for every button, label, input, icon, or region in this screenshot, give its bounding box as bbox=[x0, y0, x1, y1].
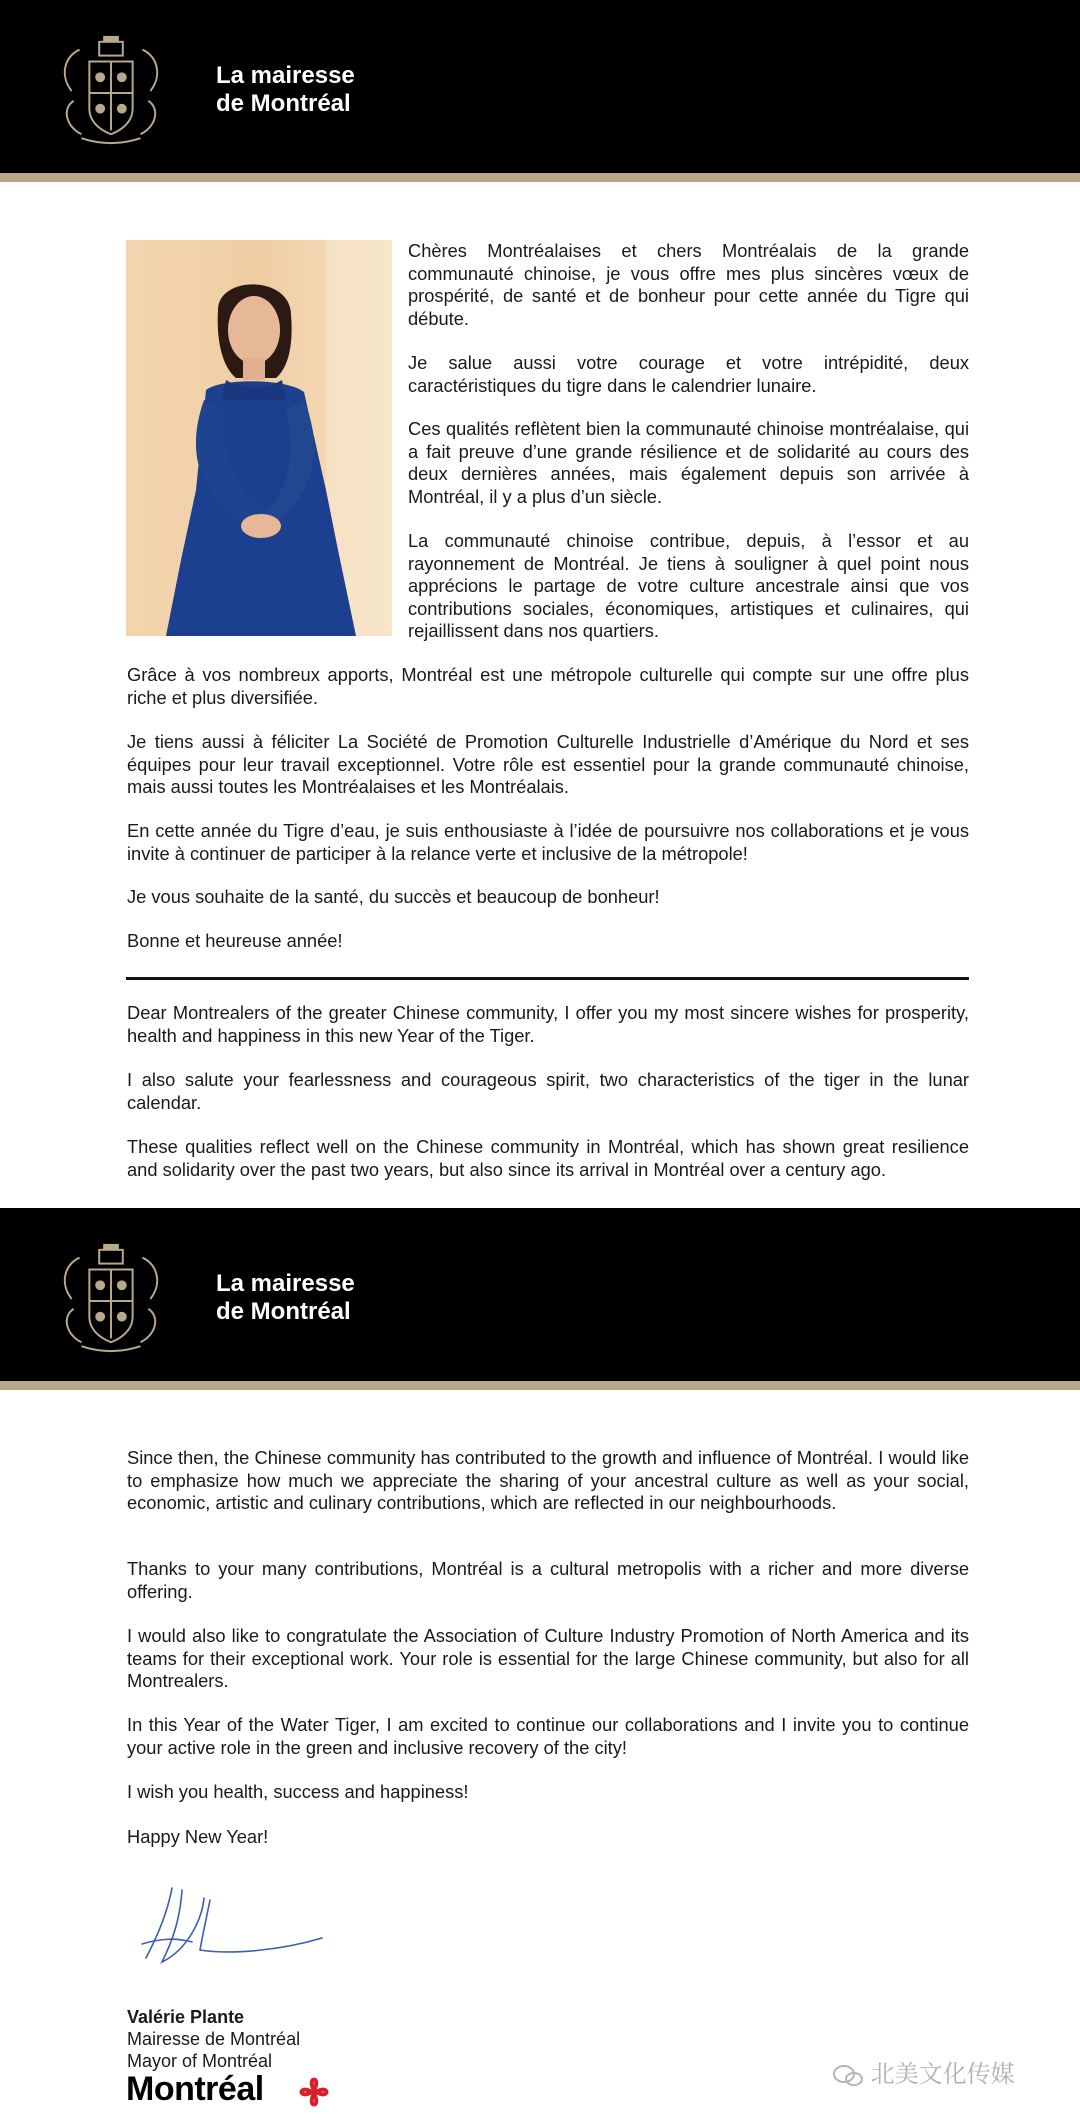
signatory-title-en: Mayor of Montréal bbox=[127, 2051, 273, 2071]
wechat-icon bbox=[832, 2064, 864, 2088]
coat-of-arms-icon bbox=[52, 1240, 170, 1358]
coat-of-arms-icon bbox=[52, 32, 170, 150]
letterhead-page-2 bbox=[0, 1208, 1080, 1390]
rosette-logo-icon bbox=[292, 2070, 336, 2114]
signatory-name: Valérie Plante bbox=[127, 2007, 245, 2027]
letterhead-accent-bar bbox=[0, 1381, 1080, 1390]
wechat-watermark bbox=[832, 2054, 1015, 2089]
handwritten-signature bbox=[132, 1880, 332, 1970]
en-paragraph-7: In this Year of the Water Tiger, I am excited to continue our collaborations and I invite you to continue your active role in the green and inclusive recovery of the city! bbox=[127, 1714, 969, 1758]
fr-paragraph-2: Je salue aussi votre courage et votre intrépidité, deux caractéristiques du tigre dans le calendrier lunaire. bbox=[408, 352, 969, 396]
fr-paragraph-5: Grâce à vos nombreux apports, Montréal est une métropole culturelle qui compte sur une offre plus riche et plus diversifiée. bbox=[127, 664, 969, 708]
mayor-portrait bbox=[126, 240, 392, 636]
letterhead-line-1: La mairesse bbox=[216, 1270, 355, 1297]
letterhead-title bbox=[216, 62, 355, 118]
fr-paragraph-8: Je vous souhaite de la santé, du succès et beaucoup de bonheur! bbox=[127, 886, 660, 907]
letterhead-line-1: La mairesse bbox=[216, 62, 355, 89]
letterhead-accent-bar bbox=[0, 173, 1080, 182]
signature-block bbox=[127, 2006, 300, 2072]
montreal-logo-text: Montréal bbox=[126, 2070, 264, 2108]
en-paragraph-3: These qualities reflect well on the Chinese community in Montréal, which has shown great resilience and solidarity over the past two years, but also since its arrival in Montréal over a century ago. bbox=[127, 1136, 969, 1180]
en-paragraph-5: Thanks to your many contributions, Montréal is a cultural metropolis with a richer and more diverse offering. bbox=[127, 1558, 969, 1602]
fr-paragraph-4: La communauté chinoise contribue, depuis, à l’essor et au rayonnement de Montréal. Je tiens à souligner à quel point nous apprécions le partage de votre culture ancestrale ainsi que vos contributions sociales, économiques, artistiques et culinaires, qui rejaillissent dans nos quartiers. bbox=[408, 530, 969, 641]
fr-paragraph-7: En cette année du Tigre d’eau, je suis enthousiaste à l’idée de poursuivre nos collaborations et je vous invite à continuer de participer à la relance verte et inclusive de la métropole! bbox=[127, 820, 969, 864]
watermark-text: 北美文化传媒 bbox=[870, 2061, 1015, 2088]
en-paragraph-8: I wish you health, success and happiness! bbox=[127, 1781, 469, 1802]
letterhead-line-2: de Montréal bbox=[216, 1298, 351, 1325]
fr-paragraph-9: Bonne et heureuse année! bbox=[127, 930, 343, 951]
letterhead-top bbox=[0, 0, 1080, 182]
signatory-title-fr: Mairesse de Montréal bbox=[127, 2029, 301, 2049]
en-paragraph-9: Happy New Year! bbox=[127, 1826, 269, 1847]
fr-paragraph-1: Chères Montréalaises et chers Montréalais de la grande communauté chinoise, je vous offre mes plus sincères vœux de prospérité, de santé et de bonheur pour cette année du Tigre qui débute. bbox=[408, 240, 969, 329]
language-divider bbox=[126, 977, 969, 980]
letterhead-title bbox=[216, 1270, 355, 1326]
en-paragraph-2: I also salute your fearlessness and courageous spirit, two characteristics of the tiger in the lunar calendar. bbox=[127, 1069, 969, 1113]
fr-paragraph-3: Ces qualités reflètent bien la communauté chinoise montréalaise, qui a fait preuve d’une grande résilience et de solidarité au cours des deux dernières années, mais également depuis son arrivée à Montréal, il y a plus d’un siècle. bbox=[408, 418, 969, 507]
en-paragraph-1: Dear Montrealers of the greater Chinese community, I offer you my most sincere wishes for prosperity, health and happiness in this new Year of the Tiger. bbox=[127, 1002, 969, 1046]
letterhead-line-2: de Montréal bbox=[216, 90, 351, 117]
en-paragraph-6: I would also like to congratulate the Association of Culture Industry Promotion of North America and its teams for their exceptional work. Your role is essential for the large Chinese community, but also for all Montrealers. bbox=[127, 1625, 969, 1691]
en-paragraph-4: Since then, the Chinese community has contributed to the growth and influence of Montréal. I would like to emphasize how much we appreciate the sharing of your ancestral culture as well as your social, economic, artistic and culinary contributions, which are reflected in our neighbourhoods. bbox=[127, 1447, 969, 1513]
fr-paragraph-6: Je tiens aussi à féliciter La Société de Promotion Culturelle Industrielle d’Amérique du Nord et ses équipes pour leur travail exceptionnel. Votre rôle est essentiel pour la grande communauté chinoise, mais aussi toutes les Montréalaises et les Montréalais. bbox=[127, 731, 969, 797]
